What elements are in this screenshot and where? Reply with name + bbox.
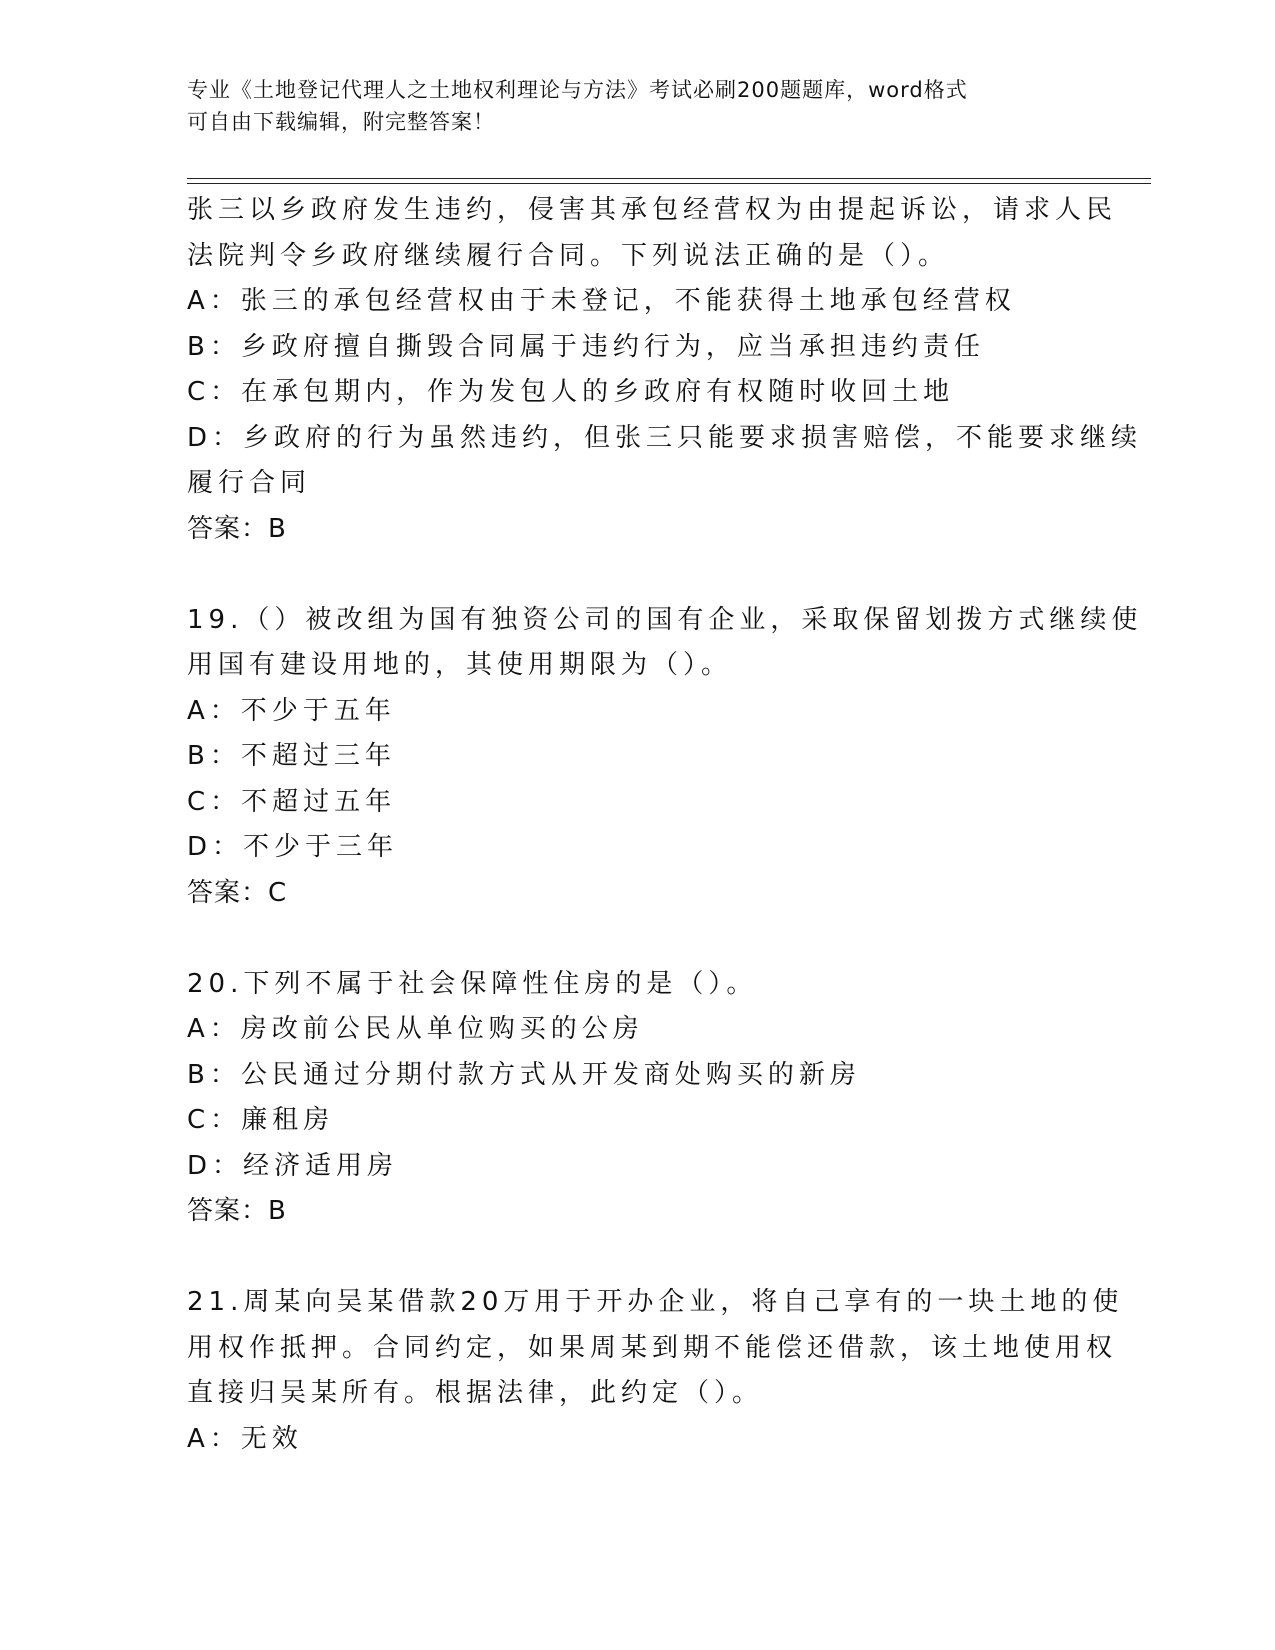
- answer-label: 答案：B: [187, 1196, 287, 1226]
- document-header: [187, 74, 1087, 138]
- question-list: [187, 188, 1143, 1462]
- option-a: A：房改前公民从单位购买的公房: [187, 1014, 644, 1044]
- answer-label: 答案：C: [187, 877, 288, 908]
- header-title-line-2: 可自由下载编辑，附完整答案！: [187, 110, 495, 134]
- header-divider-top: [187, 178, 1151, 179]
- question-stem: 法院判令乡政府继续履行合同。下列说法正确的是（）。: [187, 240, 950, 271]
- question-stem: 张三以乡政府发生违约，侵害其承包经营权为由提起诉讼，请求人民: [187, 195, 1118, 225]
- spacer: [187, 552, 1087, 598]
- header-divider-bottom: [187, 183, 1151, 184]
- answer-label: 答案：B: [187, 513, 287, 544]
- option-b: B：不超过三年: [187, 741, 396, 771]
- option-a: A：不少于五年: [187, 695, 396, 726]
- question-stem: 21.周某向吴某借款20万用于开办企业，将自己享有的一块土地的使: [187, 1287, 1124, 1317]
- question-21: [187, 1280, 1124, 1462]
- question-19: [187, 598, 1143, 917]
- option-c: C：不超过五年: [187, 786, 397, 817]
- question-20: [187, 962, 1087, 1235]
- question-stem: 用国有建设用地的，其使用期限为（）。: [187, 650, 733, 680]
- option-c: C：在承包期内，作为发包人的乡政府有权随时收回土地: [187, 377, 955, 407]
- option-b: B：乡政府擅自撕毁合同属于违约行为，应当承担违约责任: [187, 331, 985, 362]
- option-d: D：乡政府的行为虽然违约，但张三只能要求损害赔偿，不能要求继续: [187, 422, 1143, 453]
- option-d: D：不少于三年: [187, 832, 399, 862]
- spacer: [187, 1235, 1087, 1281]
- option-c: C：廉租房: [187, 1105, 335, 1135]
- option-b: B：公民通过分期付款方式从开发商处购买的新房: [187, 1059, 861, 1090]
- question-stem: 20.下列不属于社会保障性住房的是（）。: [187, 968, 758, 999]
- question-18: [187, 188, 1143, 552]
- question-stem: 用权作抵押。合同约定，如果周某到期不能偿还借款，该土地使用权: [187, 1332, 1118, 1363]
- question-stem: 直接归吴某所有。根据法律，此约定（）。: [187, 1378, 764, 1408]
- spacer: [187, 916, 1087, 962]
- option-d-continued: 履行合同: [187, 468, 312, 498]
- option-d: D：经济适用房: [187, 1150, 399, 1181]
- question-stem: 19.（）被改组为国有独资公司的国有企业，采取保留划拨方式继续使: [187, 604, 1143, 635]
- header-title-line-1: 专业《土地登记代理人之土地权利理论与方法》考试必刷200题题库，word格式: [187, 78, 968, 102]
- option-a: A：张三的承包经营权由于未登记，不能获得土地承包经营权: [187, 286, 1016, 316]
- option-a: A：无效: [187, 1423, 303, 1454]
